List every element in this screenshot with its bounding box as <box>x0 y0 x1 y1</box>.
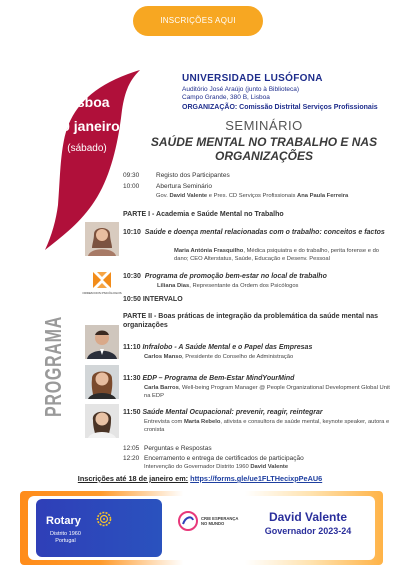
speaker-name: Maria Antónia Frasquilho <box>174 248 244 254</box>
cre-line-2: NO MUNDO <box>201 521 225 527</box>
speaker-photo-manso <box>85 325 119 359</box>
opening-speakers-prefix: Gov. <box>156 193 170 199</box>
closing-speaker-prefix: Intervenção do Governador Distrito 1960 <box>144 464 251 470</box>
seminar-title: SAÚDE MENTAL NO TRABALHO E NAS ORGANIZAÇÕES <box>150 135 378 164</box>
talk-time: 11:10 <box>123 344 141 351</box>
talk-speaker-4 <box>144 385 394 400</box>
talk-title: Saúde Mental Ocupacional: prevenir, reagir, reintegrar <box>142 409 323 416</box>
cre-line-1: CRIE ESPERANÇA <box>201 516 239 521</box>
speaker-photo-rebelo <box>85 404 119 438</box>
organization-line: ORGANIZAÇÃO: Comissão Distrital Serviços Profissionais <box>182 104 378 112</box>
talk-time: 11:30 <box>123 375 141 382</box>
talk-speaker-3 <box>144 354 394 362</box>
schedule-time: 10:00 <box>123 183 140 190</box>
rotary-district-badge <box>36 499 162 557</box>
talk-item-2 <box>123 273 393 282</box>
speaker-name: Carlos Manso <box>144 354 183 360</box>
opening-speakers-mid: e Pres. CD Serviços Profissionais <box>207 193 298 199</box>
registration-label: Inscrições até 18 de janeiro em: <box>77 474 189 483</box>
talk-item-4 <box>123 375 393 384</box>
rotary-wheel-icon <box>96 511 112 527</box>
speaker-photo-frasquilho <box>85 222 119 256</box>
crie-esperanca-logo-icon <box>178 510 198 532</box>
talk-item-3 <box>123 344 393 353</box>
governor-name: David Valente <box>268 510 348 524</box>
ordem-logo-text: ORDEM DOS PSICÓLOGOS <box>82 291 122 295</box>
footer-inner <box>28 496 375 560</box>
schedule-text: Perguntas e Respostas <box>144 445 212 452</box>
talk-title: EDP – Programa de Bem-Estar MindYourMind <box>142 375 295 382</box>
speaker-desc: , Representante da Ordem dos Psicólogos <box>189 283 299 289</box>
talk-speaker-5 <box>144 419 394 434</box>
talk-time: 11:50 <box>123 409 141 416</box>
programa-side-label <box>15 272 77 419</box>
registration-line <box>0 474 400 483</box>
part-2-heading: PARTE II - Boas práticas de integração da problemática da saúde mental nas organizações <box>123 313 379 329</box>
opening-speakers <box>156 193 396 201</box>
speaker-desc: , Presidente do Conselho de Administração <box>182 354 294 360</box>
talk-time: 10:30 <box>123 273 141 280</box>
seminar-kicker: SEMINÁRIO <box>225 118 303 133</box>
speaker-name: Marta Rebelo <box>183 419 221 425</box>
crie-esperanca-text <box>201 516 241 527</box>
district-number: Distrito 1960 <box>50 531 81 537</box>
talk-item-5 <box>123 409 393 418</box>
talk-title: Saúde e doença mental relacionadas com o trabalho: conceitos e factos <box>144 229 385 236</box>
register-button[interactable]: INSCRIÇÕES AQUI <box>133 6 263 36</box>
governor-name: David Valente <box>169 193 208 199</box>
talk-speaker-2 <box>157 283 393 291</box>
speaker-desc: , ativista e consultora de saúde mental, keynote speaker, autora e cronista <box>144 419 390 433</box>
interval: 10:50 INTERVALO <box>123 296 183 303</box>
schedule-time: 12:05 <box>123 445 140 452</box>
schedule-time: 12:20 <box>123 455 140 462</box>
governor-role: Governador 2023-24 <box>264 526 352 536</box>
talk-speaker-1 <box>174 248 394 263</box>
footer-banner <box>20 491 383 565</box>
part-1-heading: PARTE I - Academia e Saúde Mental no Trabalho <box>123 211 284 218</box>
talk-time: 10:10 <box>123 229 141 236</box>
registration-link[interactable]: https://forms.gle/ue1FLTHecixpPeAU6 <box>190 474 323 483</box>
closing-speaker <box>144 464 394 472</box>
rotary-district <box>50 531 81 546</box>
venue-line-1: Auditório José Araújo (junto à Biblioteca) <box>182 85 300 93</box>
ordem-psicologos-logo <box>82 270 122 300</box>
schedule-time: 09:30 <box>123 172 140 179</box>
district-country: Portugal <box>55 538 76 545</box>
talk-item-1 <box>123 229 393 238</box>
closing-speaker-name: David Valente <box>250 464 289 470</box>
speaker-desc-prefix: Entrevista com <box>144 419 184 425</box>
speaker-desc: , Médica psiquiatra e do trabalho, perita forense e do dano; CEO Alterstatus, Saúde, Educação e Desenv. Pessoal <box>174 248 380 262</box>
speaker-photo-barros <box>85 365 119 399</box>
talk-title: Infralobo - A Saúde Mental e o Papel das Empresas <box>142 344 313 351</box>
rotary-name: Rotary <box>46 515 81 527</box>
speaker-desc: , Well-being Program Manager @ People Organizational Development Global Unit na EDP <box>144 385 390 399</box>
schedule-text: Encerramento e entrega de certificados de participação <box>144 455 304 462</box>
event-city: Lisboa <box>64 94 110 110</box>
schedule-text: Registo dos Participantes <box>156 172 230 179</box>
schedule-text: Abertura Seminário <box>156 183 212 190</box>
venue-line-2: Campo Grande, 380 B, Lisboa <box>182 94 270 102</box>
talk-title: Programa de promoção bem-estar no local de trabalho <box>144 273 327 280</box>
venue-block <box>182 72 396 112</box>
speaker-name: Liliana Dias <box>157 283 190 289</box>
programa-text: PROGRAMA <box>40 272 66 417</box>
speaker-name: Carla Barros <box>144 385 179 391</box>
president-name: Ana Paula Ferreira <box>297 193 349 199</box>
university-name: UNIVERSIDADE LUSÓFONA <box>182 73 323 84</box>
event-weekday: (sábado) <box>67 143 107 154</box>
event-date: 20 janeiro <box>54 118 120 134</box>
